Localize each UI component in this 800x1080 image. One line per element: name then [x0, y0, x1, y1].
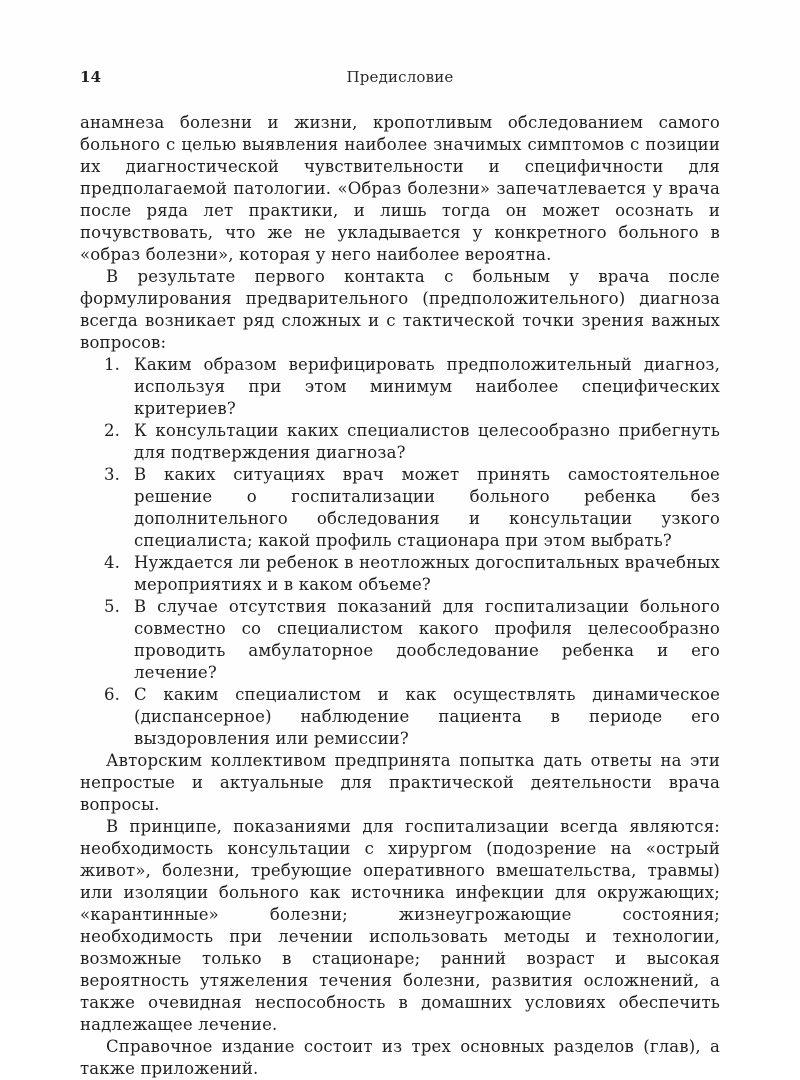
- list-item-text: К консультации каких специалистов целесообразно прибегнуть для подтверждения диагноза?: [134, 421, 720, 462]
- list-item: [80, 596, 720, 684]
- list-item-number: 5.: [104, 597, 121, 616]
- body-paragraph-2: В результате первого контакта с больным у врача после формулирования предварительного (предположительного) диагноза всегда возникает ряд сложных и с тактической точки зрения важных вопросов:: [80, 267, 720, 352]
- list-item: [80, 552, 720, 596]
- running-head: [80, 66, 720, 88]
- list-item-text: С каким специалистом и как осуществлять динамическое (диспансерное) наблюдение пациента в периоде его выздоровления или ремиссии?: [134, 685, 720, 748]
- body-text: [80, 112, 720, 1080]
- body-paragraph-1: анамнеза болезни и жизни, кропотливым обследованием самого больного с целью выявления наиболее значимых симптомов с позиции их диагностической чувствительности и специфичности для предполагаемой патологии. «Образ болезни» запечатлевается у врача после ряда лет практики, и лишь тогда он может осознать и почувствовать, что же не укладывается у конкретного больного в «образ болезни», которая у него наиболее вероятна.: [80, 113, 720, 264]
- list-item-text: В случае отсутствия показаний для госпитализации больного совместно со специалистом какого профиля целесообразно проводить амбулаторное дообследование ребенка и его лечение?: [134, 597, 720, 682]
- body-paragraph-4: В принципе, показаниями для госпитализации всегда являются: необходимость консультации с хирургом (подозрение на «острый живот», болезни, требующие оперативного вмешательства, травмы) или изоляции больного как источника инфекции для окружающих; «карантинные» болезни; жизнеугрожающие состояния; необходимость при лечении использовать методы и технологии, возможные только в стационаре; ранний возраст и высокая вероятность утяжеления течения болезни, развития осложнений, а также очевидная неспособность в домашних условиях обеспечить надлежащее лечение.: [80, 817, 720, 1034]
- list-item: [80, 354, 720, 420]
- page-number: 14: [80, 68, 102, 86]
- list-item-text: В каких ситуациях врач может принять самостоятельное решение о госпитализации больного ребенка без дополнительного обследования и консультации узкого специалиста; какой профиль стационара при этом выбрать?: [134, 465, 720, 550]
- body-paragraph-3: Авторским коллективом предпринята попытка дать ответы на эти непростые и актуальные для практической деятельности врача вопросы.: [80, 751, 720, 814]
- header-title: Предисловие: [346, 68, 454, 86]
- list-item-number: 6.: [104, 685, 121, 704]
- list-item-number: 1.: [104, 355, 121, 374]
- question-list: [80, 354, 720, 750]
- list-item: [80, 420, 720, 464]
- list-item-text: Каким образом верифицировать предположительный диагноз, используя при этом минимум наиболее специфических критериев?: [134, 355, 720, 418]
- list-item: [80, 684, 720, 750]
- body-paragraph-5: Справочное издание состоит из трех основных разделов (глав), а также приложений.: [80, 1037, 720, 1078]
- list-item: [80, 464, 720, 552]
- list-item-number: 2.: [104, 421, 121, 440]
- list-item-number: 3.: [104, 465, 121, 484]
- list-item-number: 4.: [104, 553, 121, 572]
- list-item-text: Нуждается ли ребенок в неотложных догоспитальных врачебных мероприятиях и в каком объеме?: [134, 553, 720, 594]
